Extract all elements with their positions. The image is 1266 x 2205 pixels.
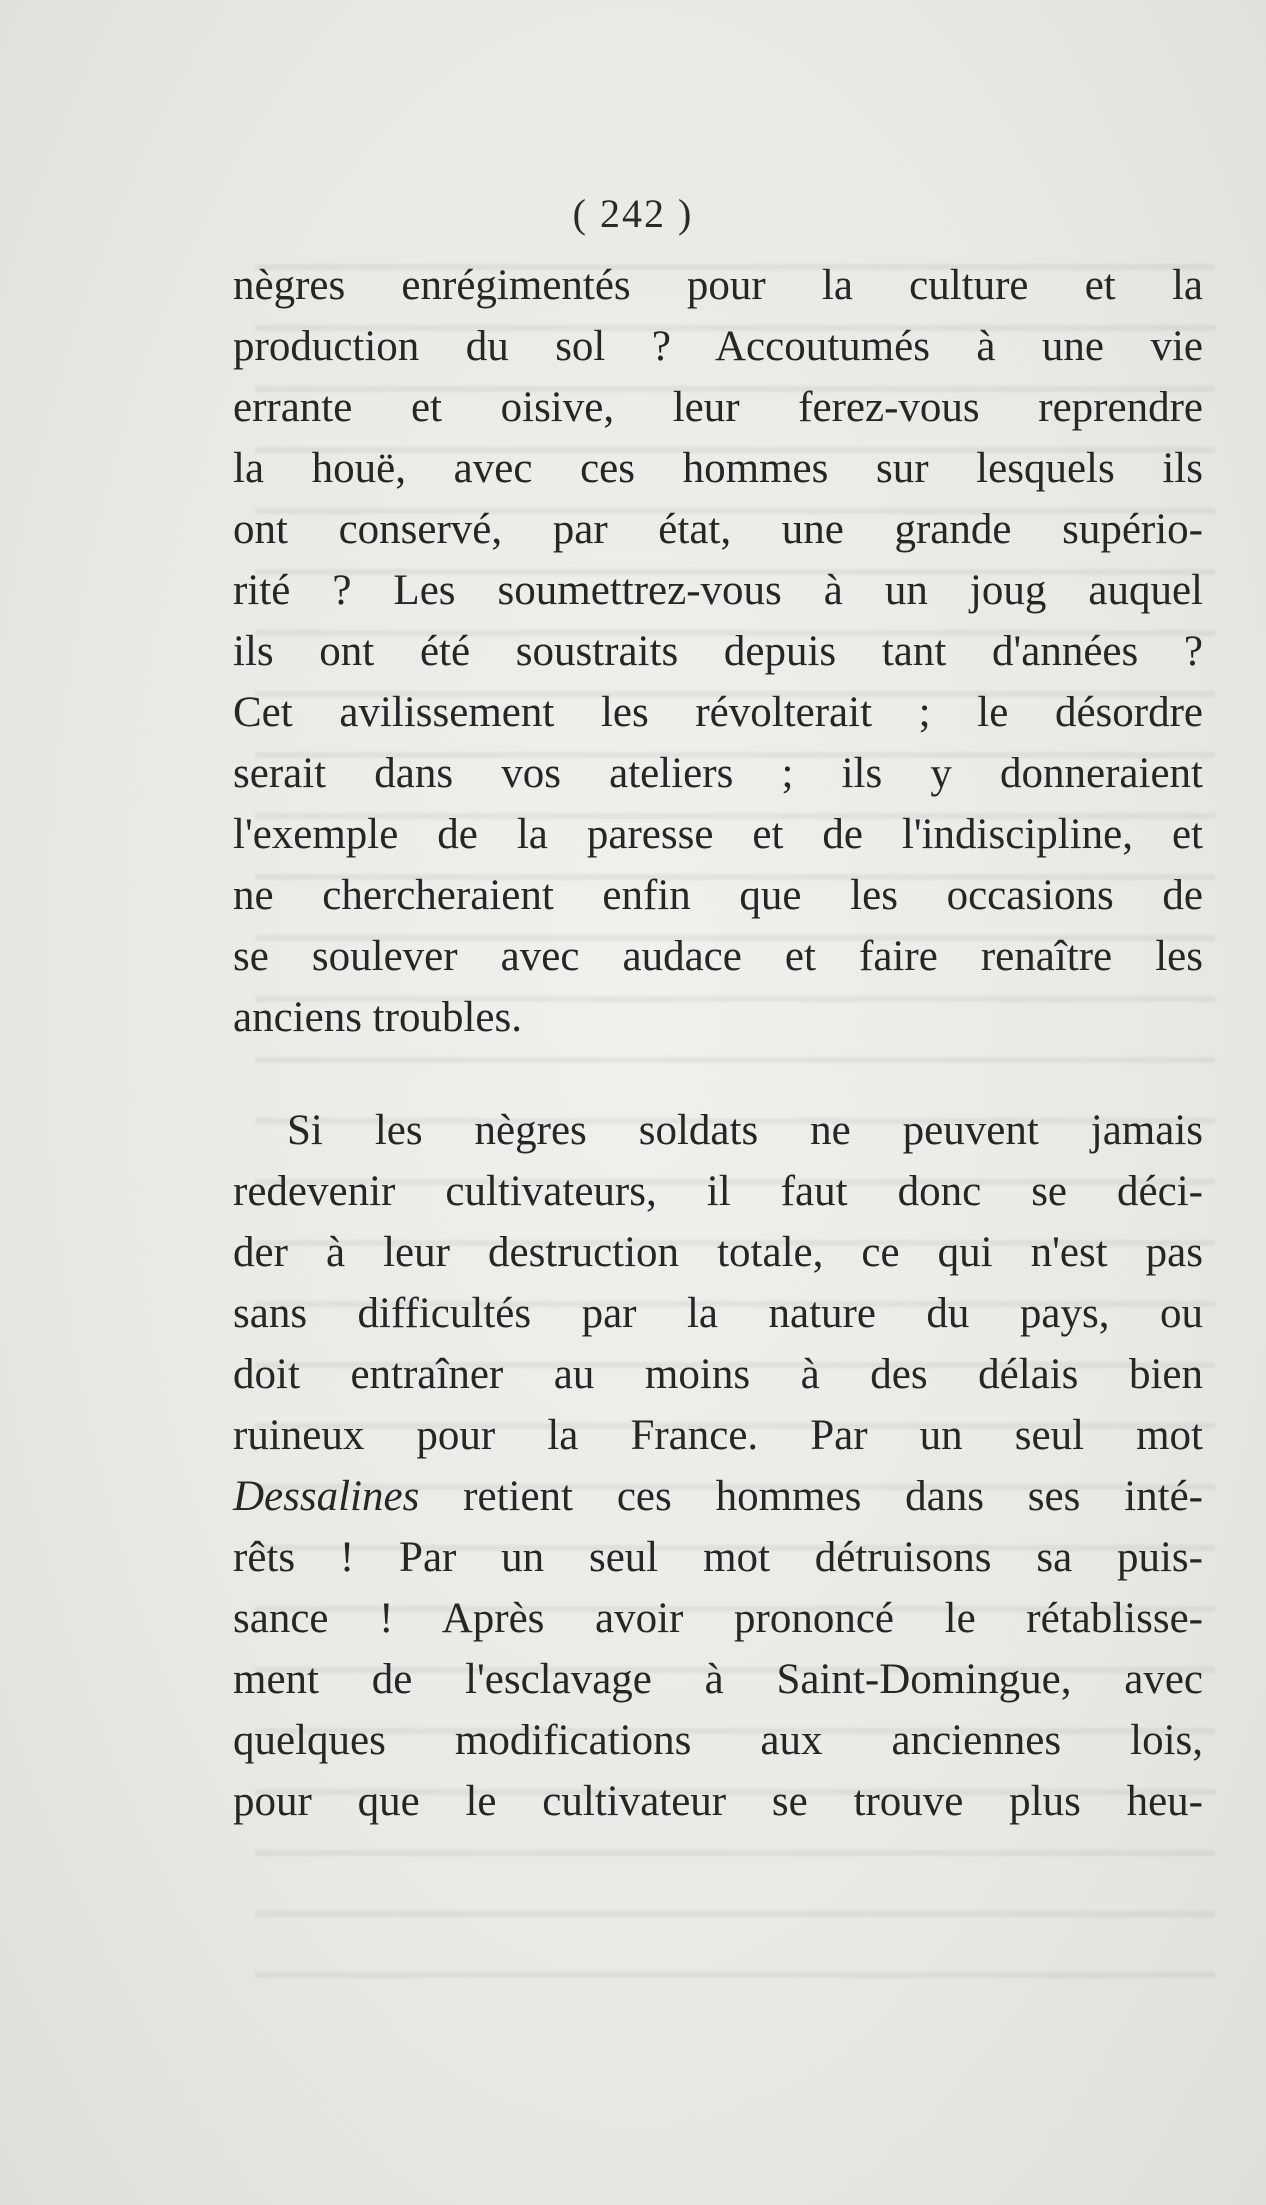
text-line: anciens troubles. — [233, 994, 522, 1041]
text-line: la houë, avec ces hommes sur lesquels ils — [233, 445, 1203, 492]
paragraph-1 — [233, 255, 1203, 1048]
text-line: ment de l'esclavage à Saint-Domingue, avec — [233, 1656, 1203, 1703]
text-line: sance ! Après avoir prononcé le rétablisse- — [233, 1595, 1203, 1642]
text-line-rest: retient ces hommes dans ses inté- — [419, 1473, 1203, 1520]
text-line: serait dans vos ateliers ; ils y donneraient — [233, 750, 1203, 797]
text-line: production du sol ? Accoutumés à une vie — [233, 323, 1203, 370]
text-line: rêts ! Par un seul mot détruisons sa puis- — [233, 1534, 1203, 1581]
italic-name: Dessalines — [233, 1473, 420, 1520]
text-line: ont conservé, par état, une grande supério- — [233, 506, 1203, 553]
paragraph-2 — [233, 1100, 1203, 1832]
text-line: ruineux pour la France. Par un seul mot — [233, 1412, 1203, 1459]
text-line: Si les nègres soldats ne peuvent jamais — [287, 1107, 1203, 1154]
text-line: doit entraîner au moins à des délais bien — [233, 1351, 1203, 1398]
text-line: sans difficultés par la nature du pays, ou — [233, 1290, 1203, 1337]
text-line: quelques modifications aux anciennes lois, — [233, 1717, 1203, 1764]
page-number: ( 242 ) — [572, 191, 694, 236]
text-line: redevenir cultivateurs, il faut donc se déci- — [233, 1168, 1203, 1215]
text-line: pour que le cultivateur se trouve plus heu- — [233, 1778, 1203, 1825]
text-line-italic-name — [233, 1466, 1203, 1527]
text-line: se soulever avec audace et faire renaître les — [233, 933, 1203, 980]
text-line: rité ? Les soumettrez-vous à un joug auquel — [233, 567, 1203, 614]
text-line: errante et oisive, leur ferez-vous reprendre — [233, 384, 1203, 431]
text-line: ne chercheraient enfin que les occasions de — [233, 872, 1203, 919]
text-line: l'exemple de la paresse et de l'indiscipline, et — [233, 811, 1203, 858]
text-line: Cet avilissement les révolterait ; le désordre — [233, 689, 1203, 736]
text-line: der à leur destruction totale, ce qui n'est pas — [233, 1229, 1203, 1276]
text-line: ils ont été soustraits depuis tant d'années ? — [233, 628, 1203, 675]
text-line: nègres enrégimentés pour la culture et la — [233, 262, 1203, 309]
